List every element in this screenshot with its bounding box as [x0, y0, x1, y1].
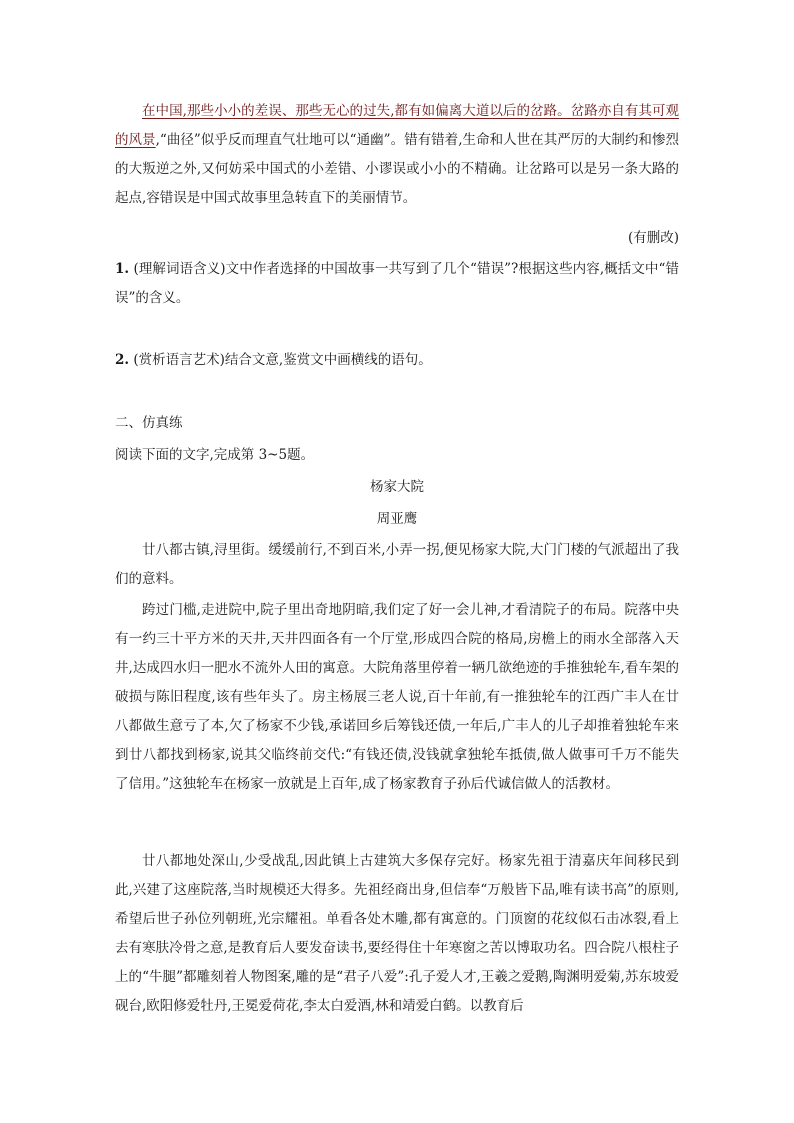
source-note: (有删改) — [627, 230, 679, 246]
article-author: 周亚鹰 — [376, 511, 418, 527]
question-1-text: (理解词语含义)文中作者选择的中国故事一共写到了几个“错误”?根据这些内容,概括文中“错误”的含义。 — [115, 261, 679, 306]
section-instruction: 阅读下面的文字,完成第 3~5题。 — [115, 447, 315, 463]
article-paragraph-1: 廿八都古镇,浔里街。缓缓前行,不到百米,小弄一拐,便见杨家大院,大门门楼的气派超出了我们的意料。 — [115, 542, 679, 587]
section-heading: 二、仿真练 — [115, 415, 183, 431]
passage-end-paragraph — [115, 97, 679, 213]
question-1 — [115, 255, 679, 313]
passage-end-text: ,“曲径”似乎反而理直气壮地可以“通幽”。错有错着,生命和人世在其严厉的大制约和惨烈的大叛逆之外,又何妨采中国式的小差错、小谬误或小小的不精确。让岔路可以是另一条大路的起点,容错误是中国式故事里急转直下的美丽情节。 — [115, 132, 679, 206]
article-paragraph-3: 廿八都地处深山,少受战乱,因此镇上古建筑大多保存完好。杨家先祖于清嘉庆年间移民到此,兴建了这座院落,当时规模还大得多。先祖经商出身,但信奉“万般皆下品,唯有读书高”的原则,希望后世子孙位列朝班,光宗耀祖。单看各处木雕,都有寓意的。门顶窗的花纹似石击冰裂,看上去有寒肤冷骨之意,是教育后人要发奋读书,要经得住十年寒窗之苦以博取功名。四合院八根柱子上的“牛腿”都雕刻着人物图案,雕的是“君子八爱”:孔子爱人才,王羲之爱鹅,陶渊明爱菊,苏东坡爱砚台,欧阳修爱牡丹,王冕爱荷花,李太白爱酒,林和靖爱白鹤。以教育后 — [115, 853, 679, 1014]
article-paragraph-2: 跨过门槛,走进院中,院子里出奇地阴暗,我们定了好一会儿神,才看清院子的布局。院落中央有一约三十平方米的天井,天井四面各有一个厅堂,形成四合院的格局,房檐上的雨水全部落入天井,达成四水归一肥水不流外人田的寓意。大院角落里停着一辆几欲绝迹的手推独轮车,看车架的破损与陈旧程度,该有些年头了。房主杨展三老人说,百十年前,有一推独轮车的江西广丰人在廿八都做生意亏了本,欠了杨家不少钱,承诺回乡后筹钱还债,一年后,广丰人的儿子却推着独轮车来到廿八都找到杨家,说其父临终前交代:“有钱还债,没钱就拿独轮车抵债,做人做事可千万不能失了信用。”这独轮车在杨家一放就是上百年,成了杨家教育子孙后代诚信做人的活教材。 — [115, 602, 679, 792]
question-2-text: (赏析语言艺术)结合文意,鉴赏文中画横线的语句。 — [133, 352, 432, 368]
question-2 — [115, 346, 679, 375]
underlined-sentence: 在中国,那些小小的差误、那些无心的过失,都有如偏离大道以后的岔路。岔路亦自有其可观的风景 — [115, 103, 679, 148]
article-title: 杨家大院 — [370, 479, 424, 495]
question-2-number: 2. — [115, 352, 130, 368]
question-1-number: 1. — [115, 261, 130, 277]
